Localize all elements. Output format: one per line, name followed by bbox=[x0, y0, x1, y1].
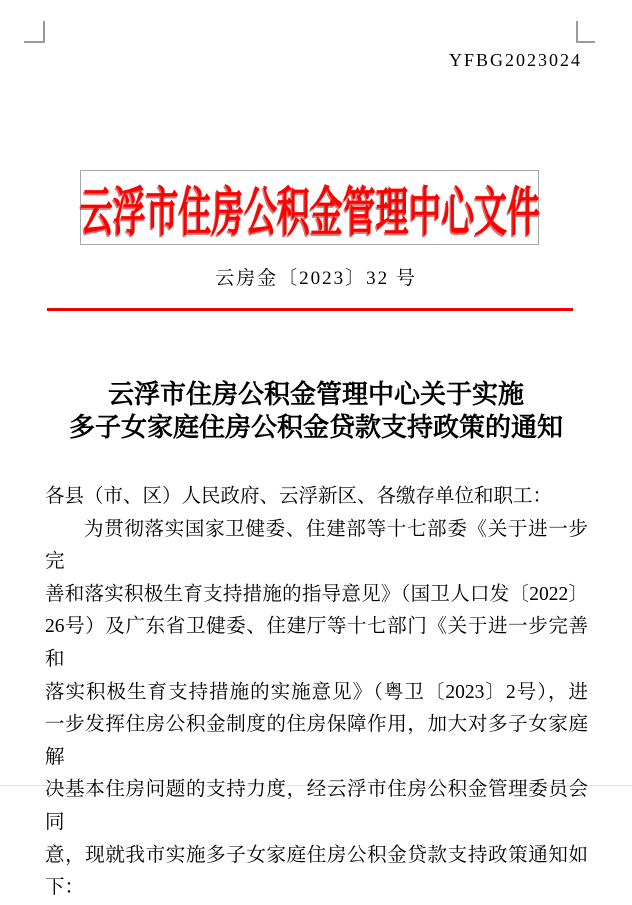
document-code: YFBG2023024 bbox=[448, 50, 582, 70]
corner-mark-top-right-icon bbox=[576, 21, 595, 43]
body-line: 26号）及广东省卫健委、住建厅等十七部门《关于进一步完善和 bbox=[45, 616, 588, 670]
body-line: 意，现就我市实施多子女家庭住房公积金贷款支持政策通知如 bbox=[45, 844, 588, 866]
body-line: 为贯彻落实国家卫健委、住建部等十七部委《关于进一步完 bbox=[45, 518, 588, 573]
red-header-box bbox=[80, 170, 539, 245]
body-line: 决基本住房问题的支持力度，经云浮市住房公积金管理委员会同 bbox=[45, 779, 588, 833]
corner-mark-top-left-icon bbox=[24, 21, 45, 43]
body-line: 一步发挥住房公积金制度的住房保障作用，加大对多子女家庭解 bbox=[45, 714, 588, 768]
notice-title bbox=[0, 378, 632, 444]
salutation-line: 各县（市、区）人民政府、云浮新区、各缴存单位和职工： bbox=[45, 486, 553, 507]
body-line: 下： bbox=[45, 877, 85, 899]
notice-title-line1: 云浮市住房公积金管理中心关于实施 bbox=[107, 380, 524, 409]
agency-header-title: 云浮市住房公积金管理中心文件 bbox=[79, 183, 540, 242]
document-body bbox=[45, 481, 588, 905]
body-line: 落实积极生育支持措施的实施意见》（粤卫〔2023〕2号），进 bbox=[45, 681, 588, 703]
notice-title-line2: 多子女家庭住房公积金贷款支持政策的通知 bbox=[68, 413, 563, 442]
document-number: 云房金〔2023〕32 号 bbox=[215, 268, 417, 289]
body-line: 善和落实积极生育支持措施的指导意见》（国卫人口发〔2022〕 bbox=[45, 583, 588, 605]
red-divider-line bbox=[47, 308, 573, 311]
paragraph-lines bbox=[45, 514, 588, 905]
